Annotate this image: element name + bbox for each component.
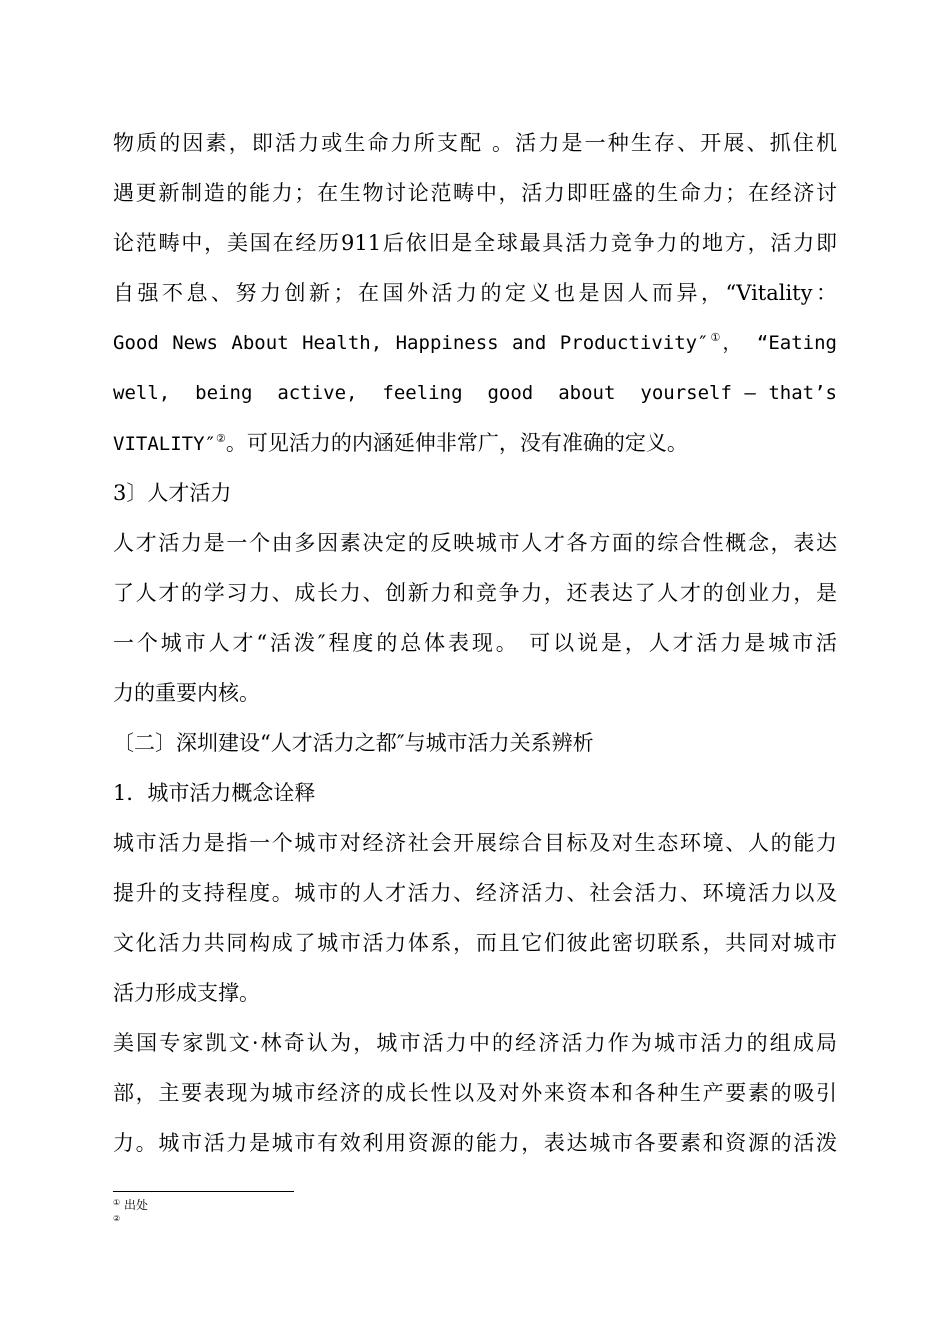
paragraph-line: Good News About Health, Happiness and Productivity″①， “Eating <box>113 331 837 354</box>
paragraph-line: well, being active, feeling good about yourself – that’s <box>113 382 837 404</box>
paragraph-line: 提升的支持程度。城市的人才活力、经济活力、社会活力、环境活力以及 <box>113 881 837 905</box>
footnote-1 <box>113 1197 148 1213</box>
paragraph-line: 一个城市人才“活泼″程度的总体表现。 可以说是，人才活力是城市活 <box>113 631 837 655</box>
document-body <box>113 118 837 1168</box>
footnotes <box>113 1197 148 1229</box>
footnote-mark-1: ① <box>113 1198 121 1207</box>
footnote-text-1: 出处 <box>124 1198 149 1212</box>
paragraph-line: 部，主要表现为城市经济的成长性以及对外来资本和各种生产要素的吸引 <box>113 1081 837 1105</box>
paragraph-line: 遇更新制造的能力；在生物讨论范畴中，活力即旺盛的生命力；在经济讨 <box>113 181 837 205</box>
paragraph-line: 论范畴中，美国在经历911后依旧是全球最具活力竞争力的地方，活力即 <box>113 231 837 255</box>
footnote-mark-2: ② <box>113 1214 121 1223</box>
section-heading: 〔二〕深圳建设“人才活力之都″与城市活力关系辨析 <box>113 731 594 755</box>
paragraph-line: 人才活力是一个由多因素决定的反映城市人才各方面的综合性概念，表达 <box>113 531 837 555</box>
footnote-ref-1[interactable]: ① <box>708 331 723 344</box>
footnote-ref-2[interactable]: ② <box>215 432 226 445</box>
paragraph-line: 物质的因素，即活力或生命力所支配 。活力是一种生存、开展、抓住机 <box>113 131 837 155</box>
paragraph-line: VITALITY″②。可见活力的内涵延伸非常广，没有准确的定义。 <box>113 431 688 455</box>
paragraph-line: 活力形成支撑。 <box>113 981 260 1005</box>
paragraph-line: 力。城市活力是城市有效利用资源的能力，表达城市各要素和资源的活泼 <box>113 1131 837 1155</box>
footnote-2 <box>113 1213 148 1229</box>
paragraph-line: 力的重要内核。 <box>113 681 260 705</box>
subheading-talent-vitality: 3〕人才活力 <box>113 481 232 505</box>
paragraph-line: 自强不息、努力创新；在国外活力的定义也是因人而异，“Vitality： <box>113 281 837 305</box>
paragraph-line: 文化活力共同构成了城市活力体系，而且它们彼此密切联系，共同对城市 <box>113 931 837 955</box>
paragraph-line: 城市活力是指一个城市对经济社会开展综合目标及对生态环境、人的能力 <box>113 831 837 855</box>
paragraph-line: 了人才的学习力、成长力、创新力和竞争力，还表达了人才的创业力，是 <box>113 581 837 605</box>
paragraph-line: 美国专家凯文·林奇认为，城市活力中的经济活力作为城市活力的组成局 <box>113 1031 837 1055</box>
subsection-heading: 1．城市活力概念诠释 <box>113 781 316 805</box>
footnote-separator <box>113 1191 294 1192</box>
